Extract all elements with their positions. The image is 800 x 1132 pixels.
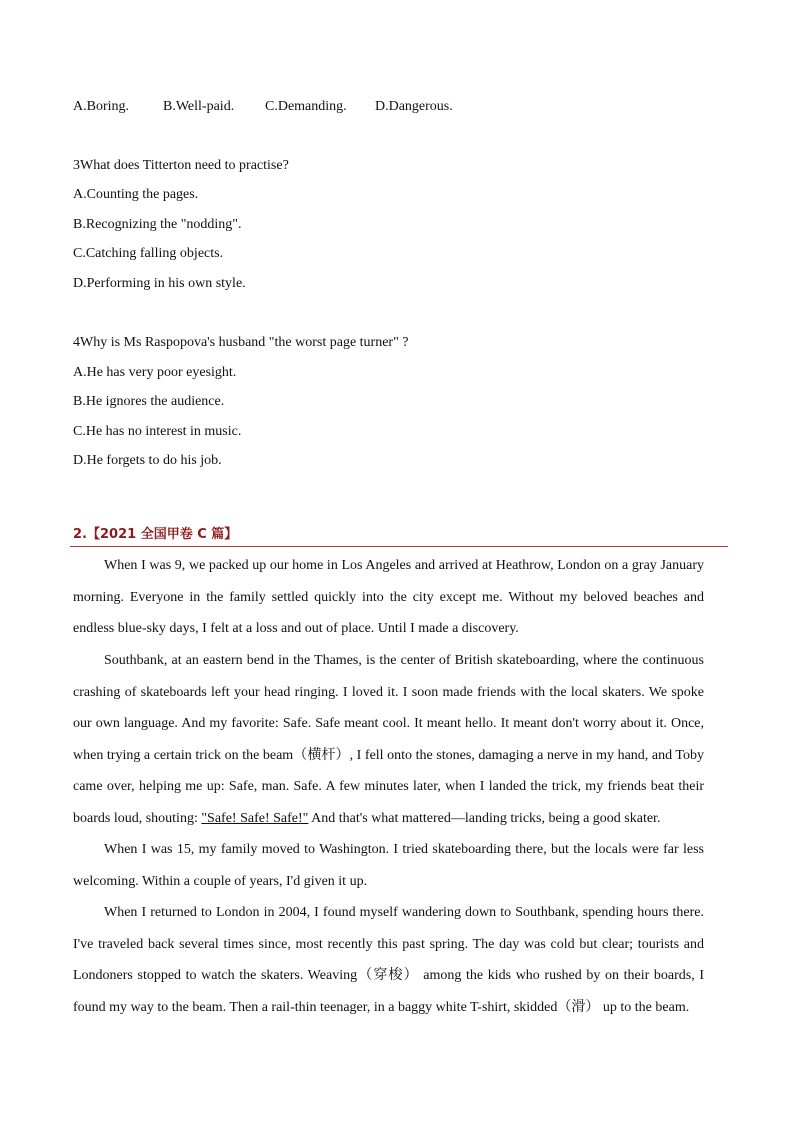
q3-option-d: D.Performing in his own style.	[73, 276, 246, 291]
paragraph-2-text: Southbank, at an eastern bend in the Thames, is the center of British skateboarding, where the continuous crashing of skateboards left your head ringing. I loved it. I soon made friends with the local skaters. We spoke our own language. And my favorite: Safe. Safe meant cool. It meant hello. It meant don't worry about it. Once, when trying a certain trick on the beam（横杆）, I fell onto the stones, damaging a nerve in my hand, and Toby came over, helping me up: Safe, man. Safe. A few minutes later, when I landed the trick, my friends beat their boards loud, shouting:	[73, 653, 704, 826]
q2-option-c: C.Demanding.	[265, 99, 347, 114]
q2-option-d: D.Dangerous.	[375, 99, 453, 114]
q3-option-c: C.Catching falling objects.	[73, 246, 224, 261]
passage-paragraph-3: When I was 15, my family moved to Washington. I tried skateboarding there, but the locals were far less welcoming. Within a couple of years, I'd given it up.	[73, 842, 704, 889]
q4-option-d: D.He forgets to do his job.	[73, 453, 222, 468]
passage-paragraph-4: When I returned to London in 2004, I found myself wandering down to Southbank, spending hours there. I've traveled back several times since, most recently this past spring. The day was cold but clear; tourists and Londoners stopped to watch the skaters. Weaving（穿梭） among the kids who rushed by on their boards, I found my way to the beam. Then a rail-thin teenager, in a baggy white T-shirt, skidded（滑） up to the beam.	[73, 905, 704, 1015]
q2-option-a: A.Boring.	[73, 99, 129, 114]
q3-option-a: A.Counting the pages.	[73, 187, 199, 202]
heading-divider	[70, 546, 728, 547]
passage-paragraph-1: When I was 9, we packed up our home in Los Angeles and arrived at Heathrow, London on a gray January morning. Everyone in the family settled quickly into the city except me. Without my beloved beaches and endless blue-sky days, I felt at a loss and out of place. Until I made a discovery.	[73, 558, 704, 637]
q4-option-b: B.He ignores the audience.	[73, 394, 225, 409]
q4-question: 4Why is Ms Raspopova's husband "the worst page turner" ?	[73, 335, 409, 350]
q2-option-b: B.Well-paid.	[163, 99, 235, 114]
underlined-quote: "Safe! Safe! Safe!"	[201, 810, 309, 826]
q3-option-b: B.Recognizing the "nodding".	[73, 217, 242, 232]
section-heading: 2.【2021 全国甲卷 C 篇】	[73, 527, 238, 542]
q3-question: 3What does Titterton need to practise?	[73, 158, 289, 173]
q4-option-c: C.He has no interest in music.	[73, 424, 242, 439]
passage-paragraph-2	[73, 645, 704, 835]
paragraph-2-tail: And that's what mattered—landing tricks, being a good skater.	[308, 810, 661, 826]
q4-option-a: A.He has very poor eyesight.	[73, 365, 237, 380]
